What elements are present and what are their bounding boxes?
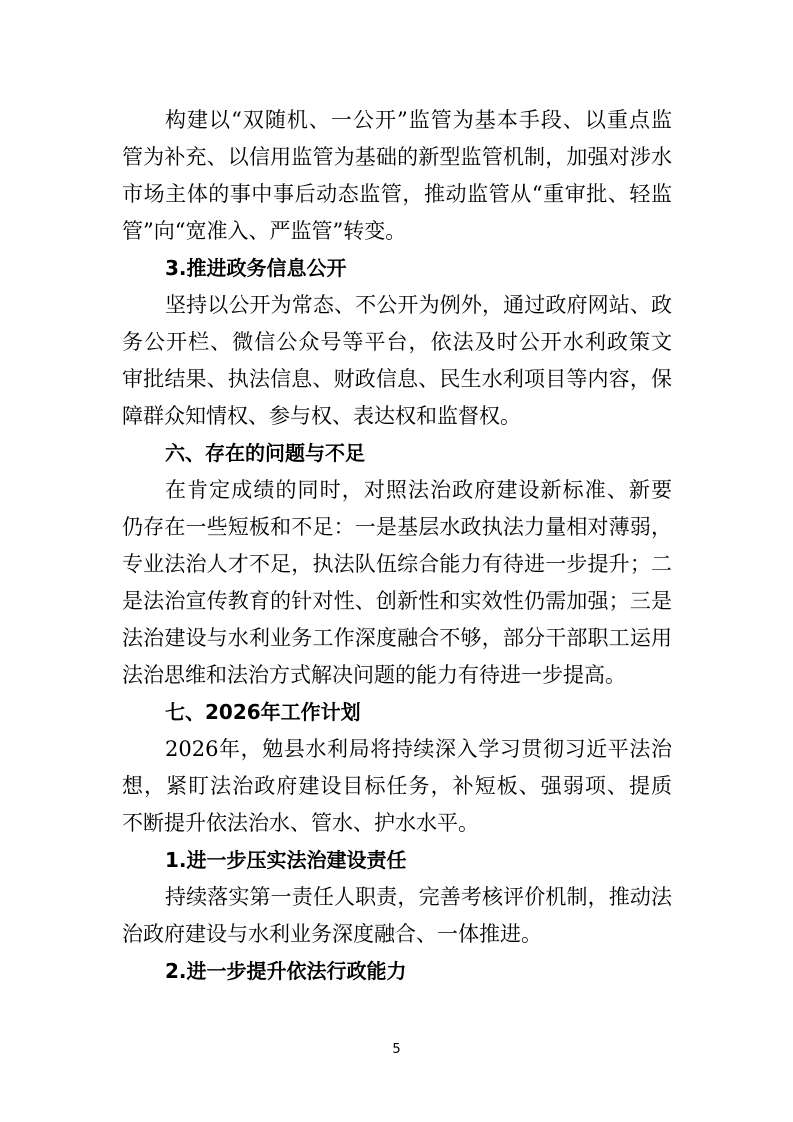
paragraph-line: 审批结果、执法信息、财政信息、民生水利项目等内容，保 (122, 367, 672, 391)
section-heading: 七、2026年工作计划 (165, 700, 361, 724)
paragraph-line: 法治建设与水利业务工作深度融合不够，部分干部职工运用 (122, 626, 672, 650)
paragraph-line: 障群众知情权、参与权、表达权和监督权。 (122, 404, 521, 428)
paragraph-line: 持续落实第一责任人职责，完善考核评价机制，推动法 (165, 885, 672, 909)
page-number: 5 (392, 1042, 401, 1057)
document-body (122, 102, 672, 990)
paragraph-line: 治政府建设与水利业务深度融合、一体推进。 (122, 922, 542, 946)
paragraph-line: 专业法治人才不足，执法队伍综合能力有待进一步提升；二 (122, 552, 672, 576)
paragraph-line: 坚持以公开为常态、不公开为例外，通过政府网站、政 (165, 293, 672, 317)
paragraph-line: 在肯定成绩的同时，对照法治政府建设新标准、新要 (165, 478, 672, 502)
paragraph-line: 仍存在一些短板和不足：一是基层水政执法力量相对薄弱， (122, 515, 672, 539)
section-heading: 3.推进政务信息公开 (165, 256, 347, 280)
paragraph-line: 务公开栏、微信公众号等平台，依法及时公开水利政策文 (122, 330, 672, 354)
paragraph-line: 想，紧盯法治政府建设目标任务，补短板、强弱项、提质 (122, 774, 672, 798)
paragraph-line: 市场主体的事中事后动态监管，推动监管从“重审批、轻监 (122, 182, 672, 206)
section-heading: 六、存在的问题与不足 (165, 441, 365, 465)
paragraph-line: 管”向“宽准入、严监管”转变。 (122, 219, 407, 243)
paragraph-line: 管为补充、以信用监管为基础的新型监管机制，加强对涉水 (122, 145, 672, 169)
subsection-heading: 2.进一步提升依法行政能力 (165, 959, 407, 983)
subsection-heading: 1.进一步压实法治建设责任 (165, 848, 407, 872)
paragraph-line: 构建以“双随机、一公开”监管为基本手段、以重点监 (165, 108, 672, 132)
paragraph-line: 法治思维和法治方式解决问题的能力有待进一步提高。 (122, 663, 626, 687)
paragraph-line: 2026年，勉县水利局将持续深入学习贯彻习近平法治 (165, 737, 672, 761)
paragraph-line: 是法治宣传教育的针对性、创新性和实效性仍需加强；三是 (122, 589, 672, 613)
paragraph-line: 不断提升依法治水、管水、护水水平。 (122, 811, 479, 835)
